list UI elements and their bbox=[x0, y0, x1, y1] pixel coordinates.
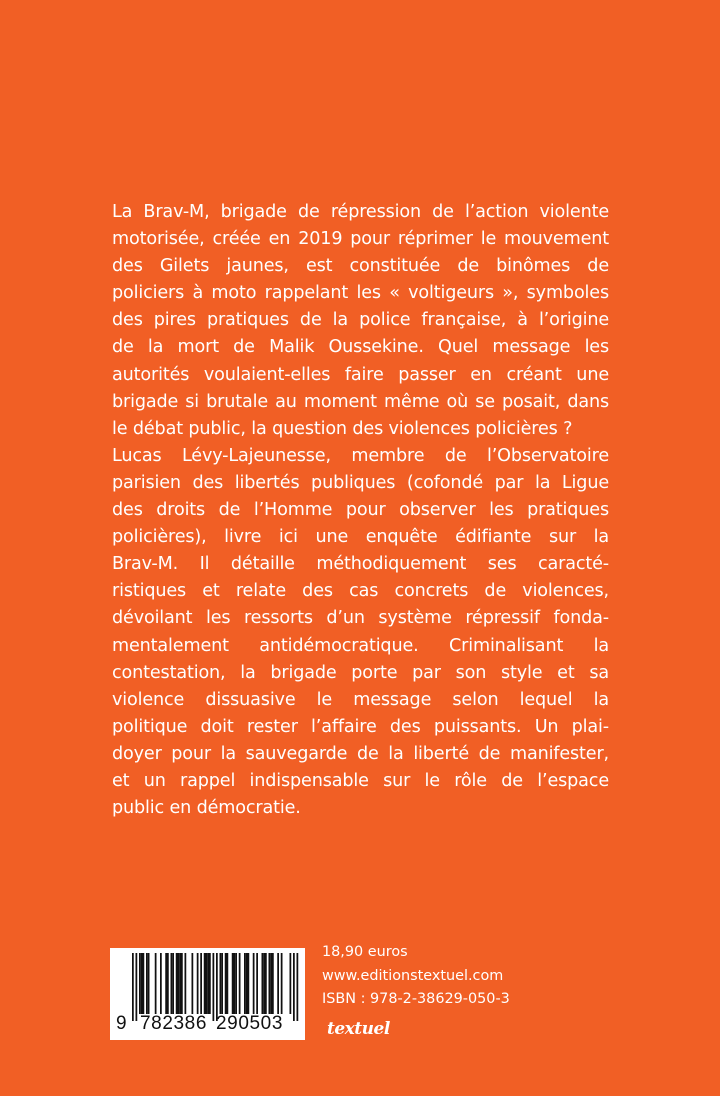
blurb-line: autorités voulaient-elles faire passer en créant une bbox=[112, 364, 609, 385]
blurb-line: brigade si brutale au moment même où se posait, dans bbox=[112, 391, 609, 412]
barcode-digits bbox=[110, 948, 305, 1040]
blurb-line: dévoilant les ressorts d’un système répressif fonda- bbox=[112, 608, 609, 629]
blurb-line: le débat public, la question des violences policières ? bbox=[112, 418, 573, 439]
blurb-line: La Brav-M, brigade de répression de l’action violente bbox=[112, 202, 609, 222]
blurb-line: Brav-M. Il détaille méthodiquement ses caracté- bbox=[112, 554, 609, 575]
blurb-line: mentalement antidémocratique. Criminalisant la bbox=[112, 635, 609, 656]
barcode-left-group: 782386 bbox=[140, 1013, 208, 1034]
blurb-line: public en démocratie. bbox=[112, 798, 301, 819]
blurb-line: policières), livre ici une enquête édifiante sur la bbox=[112, 527, 609, 548]
isbn-barcode bbox=[110, 948, 305, 1040]
blurb-line: doyer pour la sauvegarde de la liberté de manifester, bbox=[112, 743, 609, 764]
blurb-line: contestation, la brigade porte par son style et sa bbox=[112, 662, 609, 683]
blurb-line: des Gilets jaunes, est constituée de binômes de bbox=[112, 256, 609, 277]
publisher-website: www.editionstextuel.com bbox=[322, 967, 504, 984]
publisher-logo: textuel bbox=[327, 1019, 390, 1039]
blurb-line: parisien des libertés publiques (cofondé par la Ligue bbox=[112, 472, 609, 493]
blurb-line: Lucas Lévy-Lajeunesse, membre de l’Observatoire bbox=[112, 445, 609, 466]
barcode-right-group: 290503 bbox=[216, 1013, 284, 1034]
book-blurb bbox=[112, 199, 609, 822]
blurb-line: motorisée, créée en 2019 pour réprimer le mouvement bbox=[112, 229, 609, 250]
blurb-line: des pires pratiques de la police française, à l’origine bbox=[112, 310, 609, 331]
book-info bbox=[322, 941, 510, 1012]
isbn-label: ISBN : 978-2-38629-050-3 bbox=[322, 991, 510, 1007]
blurb-line: de la mort de Malik Oussekine. Quel message les bbox=[112, 337, 609, 358]
barcode-first-digit: 9 bbox=[116, 1013, 128, 1034]
blurb-line: policiers à moto rappelant les « voltigeurs », symboles bbox=[112, 283, 609, 304]
blurb-line: violence dissuasive le message selon lequel la bbox=[112, 689, 609, 710]
blurb-line: ristiques et relate des cas concrets de violences, bbox=[112, 581, 609, 602]
blurb-line: et un rappel indispensable sur le rôle de l’espace bbox=[112, 770, 609, 791]
blurb-line: politique doit rester l’affaire des puissants. Un plai- bbox=[112, 716, 609, 737]
blurb-line: des droits de l’Homme pour observer les pratiques bbox=[112, 500, 609, 521]
price-label: 18,90 euros bbox=[322, 944, 408, 960]
